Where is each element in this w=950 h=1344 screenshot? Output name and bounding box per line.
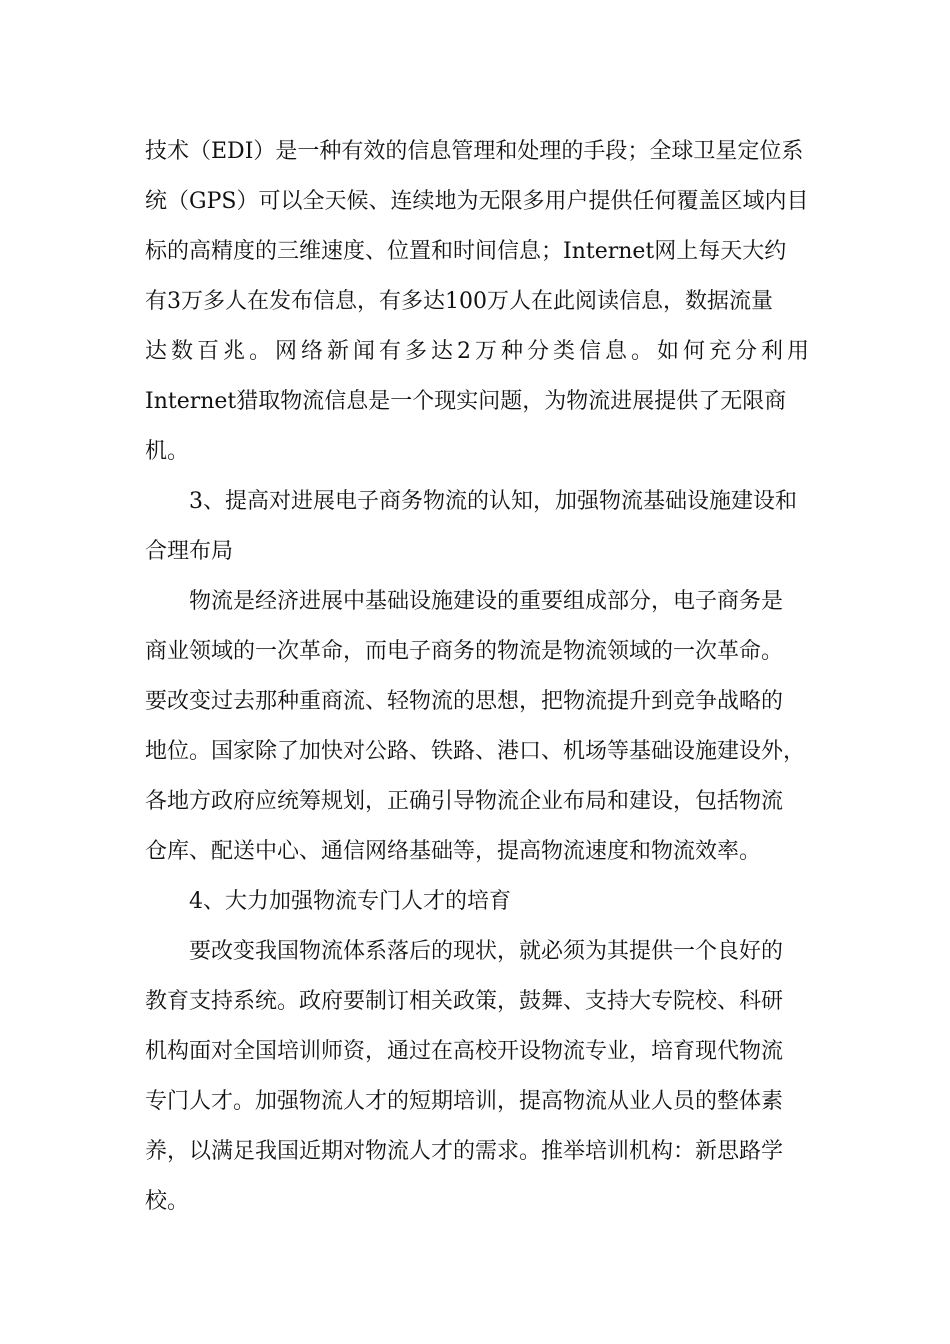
text-line-19: 机构面对全国培训师资，通过在高校开设物流专业，培育现代物流 bbox=[145, 1039, 784, 1064]
text-line-17: 要改变我国物流体系落后的现状，就必须为其提供一个良好的 bbox=[189, 939, 784, 964]
text-line-3: 标的高精度的三维速度、位置和时间信息；Internet网上每天大约 bbox=[145, 239, 787, 264]
text-line-15: 仓库、配送中心、通信网络基础等，提高物流速度和物流效率。 bbox=[145, 839, 762, 864]
text-line-6: Internet猎取物流信息是一个现实问题，为物流进展提供了无限商 bbox=[145, 389, 787, 414]
text-line-18: 教育支持系统。政府要制订相关政策，鼓舞、支持大专院校、科研 bbox=[145, 989, 784, 1014]
text-line-20: 专门人才。加强物流人才的短期培训，提高物流从业人员的整体素 bbox=[145, 1089, 784, 1114]
text-line-13: 地位。国家除了加快对公路、铁路、港口、机场等基础设施建设外， bbox=[145, 739, 806, 764]
text-line-22: 校。 bbox=[145, 1189, 190, 1214]
text-line-21: 养，以满足我国近期对物流人才的需求。推举培训机构：新思路学 bbox=[145, 1139, 784, 1164]
text-line-14: 各地方政府应统筹规划，正确引导物流企业布局和建设，包括物流 bbox=[145, 789, 784, 814]
section-heading-4: 4、大力加强物流专门人才的培育 bbox=[189, 889, 511, 914]
text-line-7: 机。 bbox=[145, 439, 190, 464]
text-line-4: 有3万多人在发布信息，有多达100万人在此阅读信息，数据流量 bbox=[145, 289, 773, 314]
text-line-1: 技术（EDI）是一种有效的信息管理和处理的手段；全球卫星定位系 bbox=[145, 139, 804, 164]
section-heading-3: 3、提高对进展电子商务物流的认知，加强物流基础设施建设和 bbox=[189, 489, 797, 514]
text-line-12: 要改变过去那种重商流、轻物流的思想，把物流提升到竞争战略的 bbox=[145, 689, 784, 714]
section-heading-3-continued: 合理布局 bbox=[145, 539, 234, 564]
text-line-5: 达数百兆。网络新闻有多达2万种分类信息。如何充分利用 bbox=[145, 339, 813, 364]
text-line-2: 统（GPS）可以全天候、连续地为无限多用户提供任何覆盖区域内目 bbox=[145, 189, 809, 214]
text-line-11: 商业领域的一次革命，而电子商务的物流是物流领域的一次革命。 bbox=[145, 639, 784, 664]
text-line-10: 物流是经济进展中基础设施建设的重要组成部分，电子商务是 bbox=[189, 589, 784, 614]
